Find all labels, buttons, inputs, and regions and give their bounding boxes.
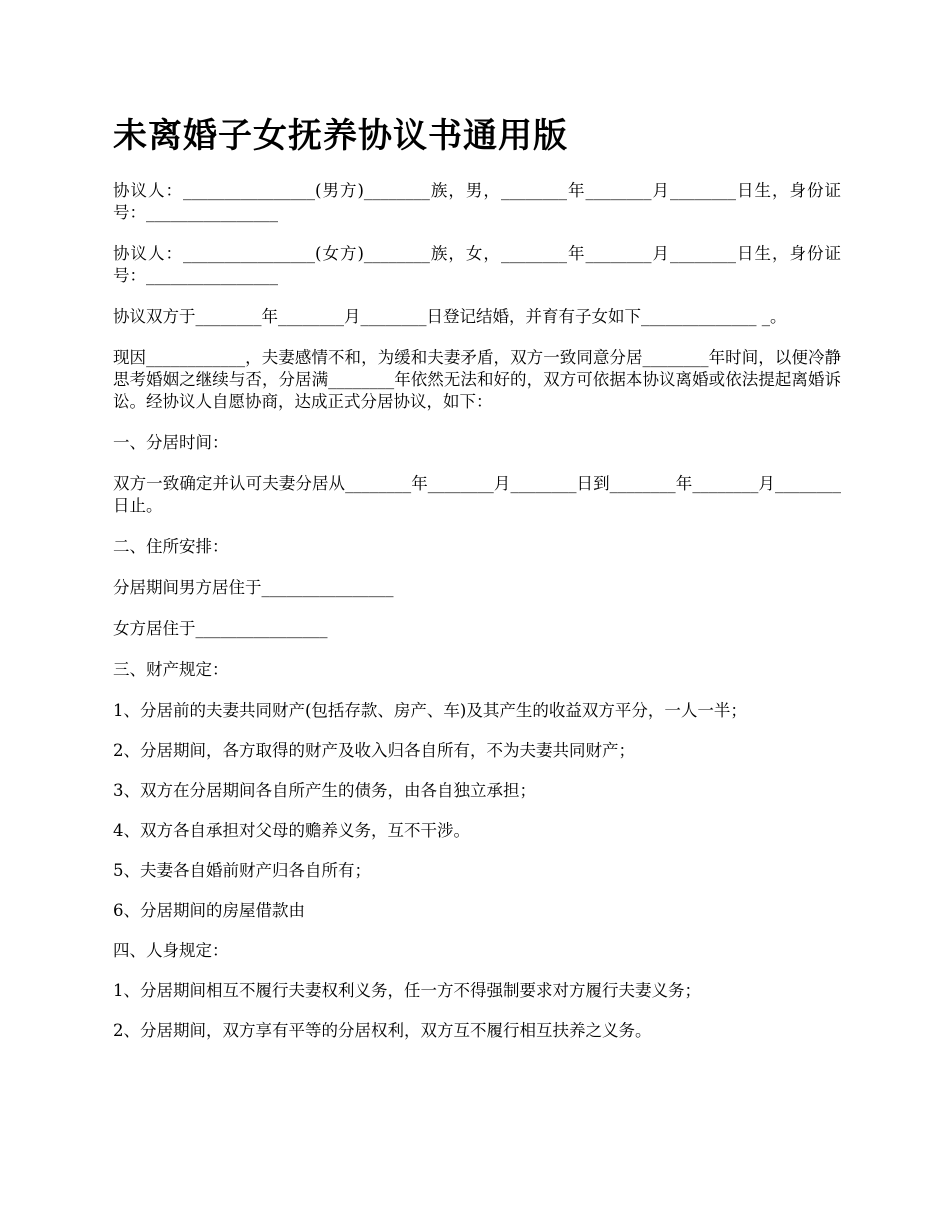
clause-item: 2、分居期间，各方取得的财产及收入归各自所有，不为夫妻共同财产；	[113, 741, 635, 760]
clause-item: 1、分居前的夫妻共同财产(包括存款、房产、车)及其产生的收益双方平分，一人一半；	[113, 701, 747, 720]
document-title: 未离婚子女抚养协议书通用版	[113, 116, 568, 156]
residence-female-paragraph: 女方居住于________________	[113, 619, 328, 638]
document-body	[113, 180, 841, 1060]
clause-item: 5、夫妻各自婚前财产归各自所有；	[113, 861, 371, 880]
clause-item: 3、双方在分居期间各自所产生的债务，由各自独立承担；	[113, 781, 536, 800]
marriage-paragraph: 协议双方于________年________月________日登记结婚，并育有子女如下______________ _。	[113, 307, 787, 326]
section-heading: 二、住所安排：	[113, 537, 229, 556]
party-female-paragraph: 协议人：________________(女方)________族，女，________年________月________日生，身份证号：________________	[113, 244, 841, 285]
clause-item: 6、分居期间的房屋借款由	[113, 901, 305, 920]
reason-paragraph: 现因____________，夫妻感情不和，为缓和夫妻矛盾，双方一致同意分居________年时间，以便冷静思考婚姻之继续与否，分居满________年依然无法和好的，双方可依据本协议离婚或依法提起离婚诉讼。经协议人自愿协商，达成正式分居协议，如下：	[113, 348, 841, 411]
separation-period-paragraph: 双方一致确定并认可夫妻分居从________年________月________日到________年________月________日止。	[113, 474, 841, 515]
clause-item: 2、分居期间，双方享有平等的分居权利，双方互不履行相互扶养之义务。	[113, 1021, 652, 1040]
section-heading: 一、分居时间：	[113, 433, 229, 452]
clause-item: 1、分居期间相互不履行夫妻权利义务，任一方不得强制要求对方履行夫妻义务；	[113, 981, 701, 1000]
section-heading: 三、财产规定：	[113, 660, 229, 679]
section-heading: 四、人身规定：	[113, 941, 229, 960]
residence-male-paragraph: 分居期间男方居住于________________	[113, 578, 394, 597]
party-male-paragraph: 协议人：________________(男方)________族，男，________年________月________日生，身份证号：________________	[113, 181, 841, 222]
clause-item: 4、双方各自承担对父母的赡养义务，互不干涉。	[113, 821, 470, 840]
